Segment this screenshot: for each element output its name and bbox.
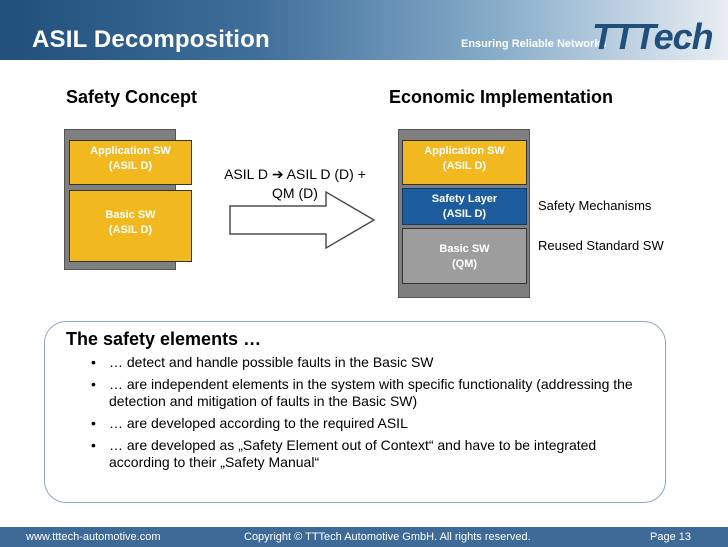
- company-tagline: Ensuring Reliable Networks: [461, 38, 607, 50]
- safety-concept-title: Safety Concept: [66, 87, 198, 107]
- right-application-sw-box: Application SW (ASIL D): [402, 140, 527, 185]
- footer-copyright: Copyright © TTTech Automotive GmbH. All rights reserved.: [244, 531, 531, 543]
- economic-implementation-block: [398, 129, 530, 298]
- left-basic-sw-box: Basic SW (ASIL D): [69, 190, 192, 262]
- decomposition-arrow: [228, 190, 378, 250]
- safety-mechanisms-label: Safety Mechanisms: [538, 198, 652, 213]
- page-number: Page 13: [650, 531, 691, 543]
- decomposition-text: ASIL D ➔ ASIL D (D) + QM (D): [224, 166, 366, 201]
- slide-title: ASIL Decomposition: [32, 26, 270, 53]
- list-item: • … detect and handle possible faults in the Basic SW: [88, 354, 648, 371]
- safety-layer-box: Safety Layer (ASIL D): [402, 188, 527, 225]
- left-application-sw-box: Application SW (ASIL D): [69, 140, 192, 185]
- list-item: • … are developed according to the required ASIL: [88, 415, 648, 432]
- safety-elements-heading: The safety elements …: [66, 329, 262, 349]
- reused-standard-sw-label: Reused Standard SW: [538, 238, 664, 253]
- economic-implementation-title: Economic Implementation: [389, 87, 614, 107]
- right-basic-sw-box: Basic SW (QM): [402, 228, 527, 284]
- slide-header: [0, 0, 728, 60]
- list-item: • … are independent elements in the system with specific functionality (addressing the detection and mitigation of faults in the Basic SW): [88, 376, 648, 410]
- company-logo: TTTech: [592, 16, 713, 57]
- list-item: • … are developed as „Safety Element out of Context“ and have to be integrated according to their „Safety Manual“: [88, 437, 648, 471]
- footer-website: www.tttech-automotive.com: [26, 531, 161, 543]
- slide-footer: [0, 527, 728, 547]
- safety-concept-block: [64, 129, 176, 270]
- safety-elements-list: [88, 354, 648, 476]
